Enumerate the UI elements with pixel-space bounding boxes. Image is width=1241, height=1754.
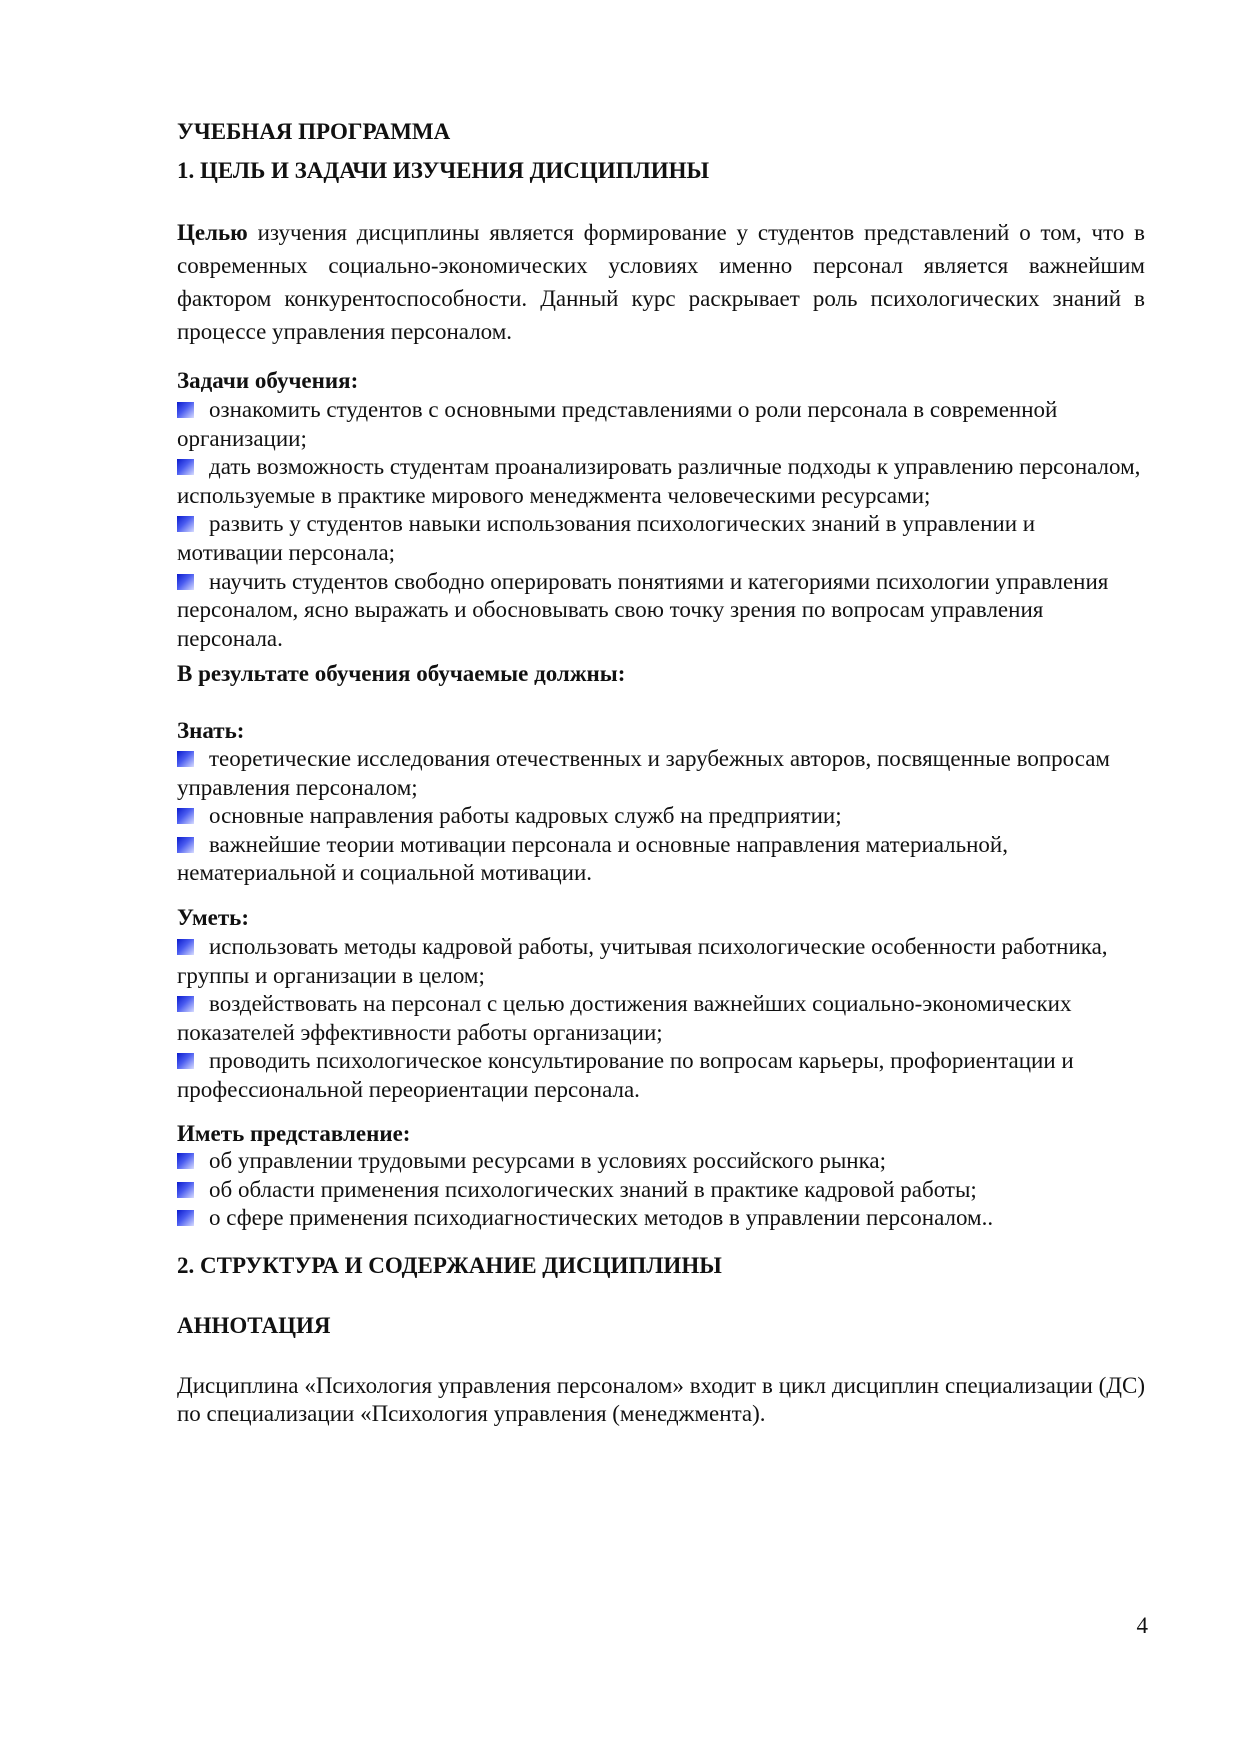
idea-heading: Иметь представление: [177,1121,411,1146]
document-title: УЧЕБНАЯ ПРОГРАММА [177,119,451,144]
section1-heading: 1. ЦЕЛЬ И ЗАДАЧИ ИЗУЧЕНИЯ ДИСЦИПЛИНЫ [177,158,710,183]
goal-paragraph [177,216,1145,348]
blue-square-bullet-icon [177,1182,194,1198]
list-item: основные направления работы кадровых служб на предприятии; [177,802,1145,831]
list-item: ознакомить студентов с основными представлениями о роли персонала в современной организации; [177,397,1058,451]
blue-square-bullet-icon [177,459,194,475]
can-list [177,933,1145,1105]
list-item: воздействовать на персонал с целью достижения важнейших социально-экономических показателей эффективности работы организации; [177,991,1072,1045]
document-page [177,0,1145,1754]
can-heading: Уметь: [177,905,249,930]
results-heading: В результате обучения обучаемые должны: [177,661,626,686]
list-item: о сфере применения психодиагностических методов в управлении персоналом.. [177,1204,1145,1233]
blue-square-bullet-icon [177,751,194,767]
blue-square-bullet-icon [177,996,194,1012]
goal-lead: Целью [177,220,248,245]
blue-square-bullet-icon [177,837,194,853]
section2-heading: 2. СТРУКТУРА И СОДЕРЖАНИЕ ДИСЦИПЛИНЫ [177,1253,722,1278]
list-item: об области применения психологических знаний в практике кадровой работы; [177,1176,1145,1205]
annotation-paragraph: Дисциплина «Психология управления персоналом» входит в цикл дисциплин специализации (ДС) по специализации «Психология управления (менеджмента). [177,1373,1145,1426]
tasks-list [177,396,1145,653]
blue-square-bullet-icon [177,939,194,955]
blue-square-bullet-icon [177,574,194,590]
blue-square-bullet-icon [177,1153,194,1169]
blue-square-bullet-icon [177,808,194,824]
list-item: развить у студентов навыки использования психологических знаний в управлении и мотивации персонала; [177,511,1036,565]
page-number: 4 [1136,1613,1148,1638]
list-item: дать возможность студентам проанализировать различные подходы к управлению персоналом, используемые в практике мирового менеджмента человеческими ресурсами; [177,454,1141,508]
annotation-heading: АННОТАЦИЯ [177,1313,331,1338]
blue-square-bullet-icon [177,1053,194,1069]
know-heading: Знать: [177,718,245,743]
list-item: использовать методы кадровой работы, учитывая психологические особенности работника, группы и организации в целом; [177,934,1108,988]
blue-square-bullet-icon [177,402,194,418]
list-item: важнейшие теории мотивации персонала и основные направления материальной, нематериальной и социальной мотивации. [177,831,1008,886]
idea-list [177,1147,1145,1233]
tasks-heading: Задачи обучения: [177,368,359,393]
goal-text: изучения дисциплины является формирование у студентов представлений о том, что в современных социально-экономических условиях именно персонал является важнейшим фактором конкурентоспособности. Данный курс раскрывает роль психологических знаний в процессе управления персоналом. [177,220,1145,344]
list-item: научить студентов свободно оперировать понятиями и категориями психологии управления персоналом, ясно выражать и обосновывать свою точку зрения по вопросам управления персонала. [177,568,1109,651]
blue-square-bullet-icon [177,1210,194,1226]
list-item: об управлении трудовыми ресурсами в условиях российского рынка; [177,1147,1145,1176]
blue-square-bullet-icon [177,516,194,532]
list-item: теоретические исследования отечественных и зарубежных авторов, посвященные вопросам управления персоналом; [177,746,1110,800]
know-list [177,745,1145,888]
list-item: проводить психологическое консультирование по вопросам карьеры, профориентации и профессиональной переориентации персонала. [177,1048,1074,1102]
